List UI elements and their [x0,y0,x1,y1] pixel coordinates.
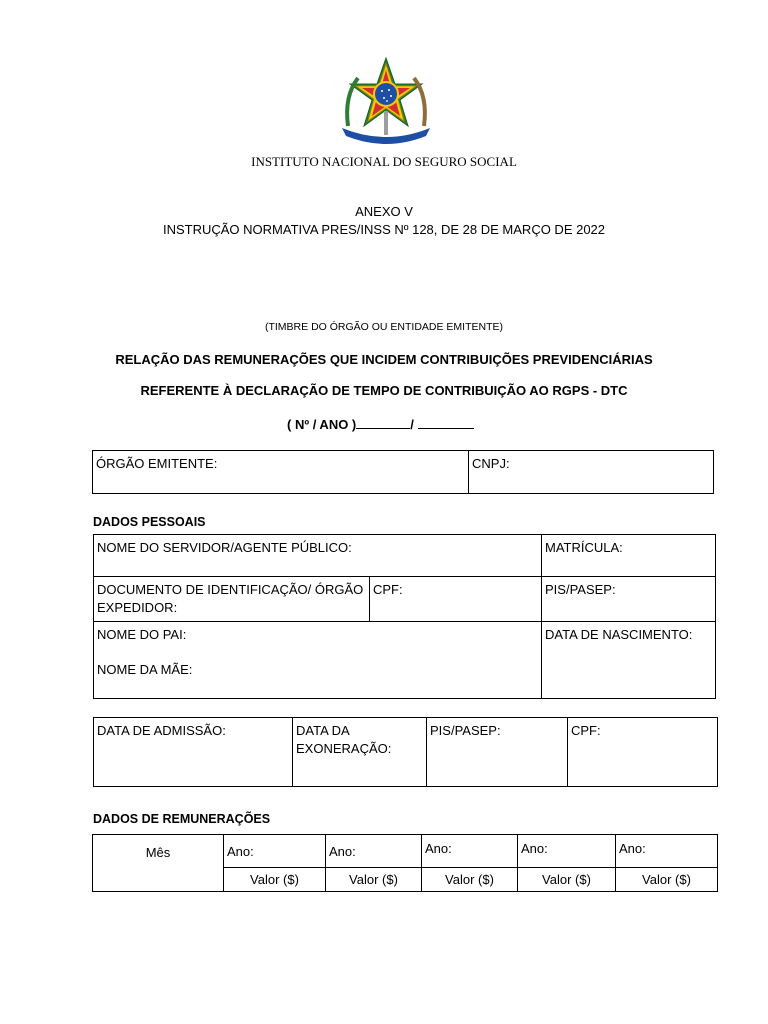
nome-pai-label: NOME DO PAI: [97,627,187,642]
value-header: Valor ($) [616,868,718,892]
documento-cell[interactable] [94,577,370,622]
year-cell[interactable] [422,835,518,868]
employment-pis-pasep-cell[interactable] [427,718,568,787]
remuneration-table [92,834,718,892]
number-year-label: ( Nº / ANO ) [287,417,357,432]
year-label: Ano: [521,841,548,856]
value-header: Valor ($) [224,868,326,892]
value-header: Valor ($) [326,868,422,892]
issuer-table [92,450,714,494]
month-header: Mês [145,845,171,860]
orgao-emitente-label: ÓRGÃO EMITENTE: [96,456,218,471]
cpf-label: CPF: [373,582,403,597]
year-label: Ano: [425,841,452,856]
form-title-line1: RELAÇÃO DAS REMUNERAÇÕES QUE INCIDEM CONTRIBUIÇÕES PREVIDENCIÁRIAS [115,352,653,367]
year-label: Ano: [329,844,356,859]
institute-name: INSTITUTO NACIONAL DO SEGURO SOCIAL [251,154,517,169]
employment-table [93,717,718,787]
year-cell[interactable] [518,835,616,868]
data-nascimento-cell[interactable] [542,622,716,699]
nome-mae-label: NOME DA MÃE: [97,662,193,677]
matricula-label: MATRÍCULA: [545,540,623,555]
number-blank[interactable] [356,416,410,429]
nome-servidor-cell[interactable] [94,535,542,577]
personal-section-title: DADOS PESSOAIS [93,515,206,529]
parents-cell[interactable] [94,622,542,699]
employment-cpf-cell[interactable] [568,718,718,787]
letterhead-note: (TIMBRE DO ÓRGÃO OU ENTIDADE EMITENTE) [264,321,503,333]
data-exoneracao-cell[interactable] [293,718,427,787]
value-header: Valor ($) [518,868,616,892]
cpf-cell[interactable] [370,577,542,622]
data-admissao-label: DATA DE ADMISSÃO: [97,723,226,738]
cnpj-label: CNPJ: [472,456,510,471]
year-label: Ano: [619,841,646,856]
pis-pasep-cell[interactable] [542,577,716,622]
data-exoneracao-label: DATA DA EXONERAÇÃO: [296,723,392,756]
remuneration-section-title: DADOS DE REMUNERAÇÕES [93,812,271,826]
employment-cpf-label: CPF: [571,723,601,738]
employment-pis-pasep-label: PIS/PASEP: [430,723,501,738]
year-label: Ano: [227,844,254,859]
pis-pasep-label: PIS/PASEP: [545,582,616,597]
cnpj-cell[interactable] [469,451,714,494]
data-admissao-cell[interactable] [94,718,293,787]
year-blank[interactable] [418,416,474,429]
coat-of-arms-logo [338,56,434,144]
year-cell[interactable] [326,835,422,868]
value-header: Valor ($) [422,868,518,892]
year-cell[interactable] [224,835,326,868]
year-cell[interactable] [616,835,718,868]
form-title-line2: REFERENTE À DECLARAÇÃO DE TEMPO DE CONTRIBUIÇÃO AO RGPS - DTC [140,383,628,398]
matricula-cell[interactable] [542,535,716,577]
instruction-title: INSTRUÇÃO NORMATIVA PRES/INSS Nº 128, DE 28 DE MARÇO DE 2022 [162,222,606,237]
month-header-cell [93,835,224,892]
documento-label: DOCUMENTO DE IDENTIFICAÇÃO/ ÓRGÃO EXPEDIDOR: [97,582,364,615]
personal-data-table [93,534,716,699]
orgao-emitente-cell[interactable] [93,451,469,494]
data-nascimento-label: DATA DE NASCIMENTO: [545,627,693,642]
number-year-sep: / [410,417,414,432]
annex-title: ANEXO V [355,204,413,219]
number-year-line [287,416,474,432]
nome-servidor-label: NOME DO SERVIDOR/AGENTE PÚBLICO: [97,540,352,555]
